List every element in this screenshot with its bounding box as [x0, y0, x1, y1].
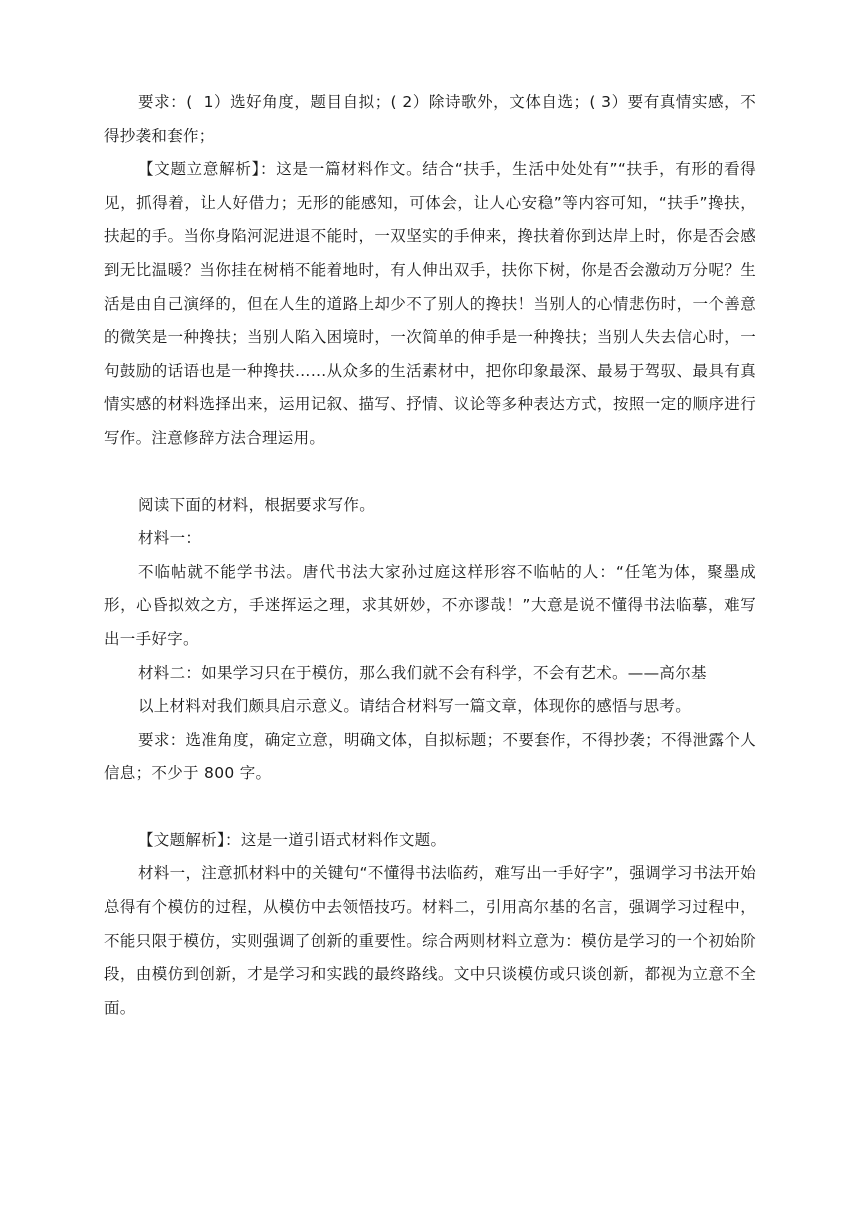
- document-page: [104, 86, 756, 1025]
- material1-text: 不临帖就不能学书法。唐代书法大家孙过庭这样形容不临帖的人：“任笔为体，聚墨成形，心昏拟效之方，手迷挥运之理，求其妍妙，不亦谬哉！”大意是说不懂得书法临摹，难写出一手好字。: [104, 562, 756, 648]
- material2-text: 材料二：如果学习只在于模仿，那么我们就不会有科学，不会有艺术。——高尔基: [138, 663, 707, 682]
- essay2-analysis-head: 【文题解析】：这是一道引语式材料作文题。: [138, 830, 447, 849]
- essay1-requirement: 要求：( 1）选好角度，题目自拟；( 2）除诗歌外，文体自选；( 3）要有真情实感，不得抄袭和套作；: [104, 93, 756, 145]
- essay2-analysis-body: 材料一，注意抓材料中的关键句“不懂得书法临药，难写出一手好字”，强调学习书法开始总得有个模仿的过程，从模仿中去领悟技巧。材料二，引用高尔基的名言，强调学习过程中，不能只限于模仿，实则强调了创新的重要性。综合两则材料立意为：模仿是学习的一个初始阶段，由模仿到创新，才是学习和实践的最终路线。文中只谈模仿或只谈创新，都视为立意不全面。: [104, 864, 756, 1017]
- section-divider: [104, 456, 756, 489]
- essay2-intro: 阅读下面的材料，根据要求写作。: [138, 495, 376, 514]
- material1-label: 材料一：: [138, 529, 202, 548]
- essay2-instruction: 以上材料对我们颇具启示意义。请结合材料写一篇文章，体现你的感悟与思考。: [138, 697, 692, 716]
- essay2-requirement: 要求：选准角度，确定立意，明确文体，自拟标题；不要套作，不得抄袭；不得泄露个人信息；不少于 800 字。: [104, 730, 756, 783]
- essay1-analysis: 【文题立意解析】：这是一篇材料作文。结合“扶手，生活中处处有”“扶手，有形的看得见，抓得着，让人好借力；无形的能感知，可体会，让人心安稳”等内容可知，“扶手”搀扶，扶起的手。当你身陷河泥进退不能时，一双坚实的手伸来，搀扶着你到达岸上时，你是否会感到无比温暖？当你挂在树梢不能着地时，有人伸出双手，扶你下树，你是否会激动万分呢？生活是由自己演绎的，但在人生的道路上却少不了别人的搀扶！当别人的心情悲伤时，一个善意的微笑是一种搀扶；当别人陷入困境时，一次简单的伸手是一种搀扶；当别人失去信心时，一句鼓励的话语也是一种搀扶……从众多的生活素材中，把你印象最深、最易于驾驭、最具有真情实感的材料选择出来，运用记叙、描写、抒情、议论等多种表达方式，按照一定的顺序进行写作。注意修辞方法合理运用。: [104, 160, 756, 447]
- section-divider: [104, 791, 756, 824]
